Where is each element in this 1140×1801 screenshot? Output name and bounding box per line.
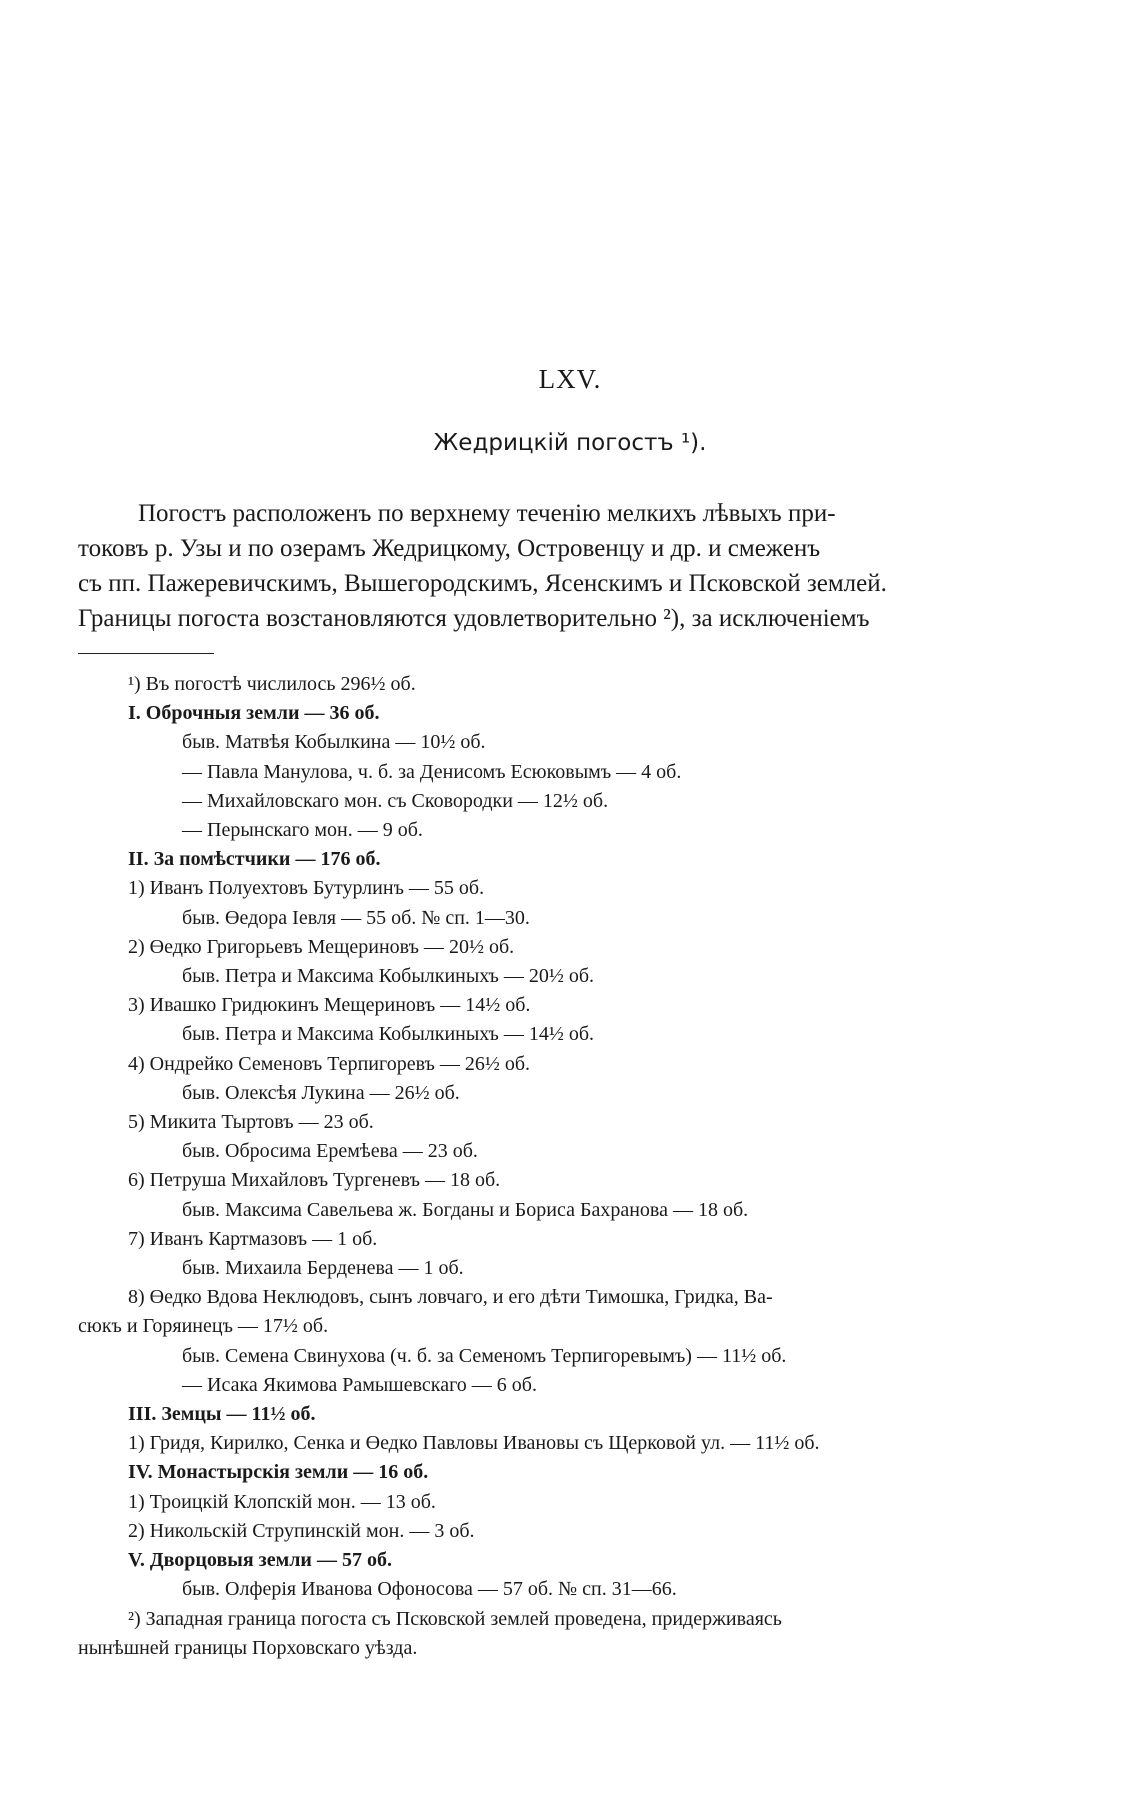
footnote-line: 4) Ондрейко Семеновъ Терпигоревъ — 26½ об. [128,1052,531,1075]
footnote-line: 8) Өедко Вдова Неклюдовъ, сынъ ловчаго, и его дѣти Тимошка, Гридка, Ва- [128,1286,773,1309]
footnote-line: быв. Максима Савельева ж. Богданы и Бориса Бахранова — 18 об. [182,1198,749,1221]
footnote-divider [78,653,214,654]
footnote-line: — Михайловскаго мон. съ Сковородки — 12½ об. [182,789,609,812]
footnote-line: быв. Семена Свинухова (ч. б. за Семеномъ Терпигоревымъ) — 11½ об. [182,1344,787,1367]
footnote-line: 5) Микита Тыртовъ — 23 об. [128,1111,374,1134]
footnote-line: 2) Өедко Григорьевъ Мещериновъ — 20½ об. [128,935,515,958]
footnote-line: быв. Петра и Максима Кобылкиныхъ — 14½ об. [182,1023,595,1046]
footnote-line: сюкъ и Горяинецъ — 17½ об. [78,1315,329,1338]
section-title: Жедрицкій погостъ ¹). [433,430,707,456]
footnote-line: нынѣшней границы Порховскаго уѣзда. [78,1636,418,1659]
footnote-line: быв. Михаила Берденева — 1 об. [182,1257,464,1280]
footnote-line: III. Земцы — 11½ об. [128,1403,316,1426]
footnote-line: I. Оброчныя земли — 36 об. [128,702,380,725]
footnote-line: IV. Монастырскія земли — 16 об. [128,1461,429,1484]
footnote-line: II. За помѣстчики — 176 об. [128,848,381,871]
footnote-line: ²) Западная граница погоста съ Псковской землей проведена, придерживаясь [128,1607,782,1630]
footnote-line: быв. Өедора Іевля — 55 об. № сп. 1—30. [182,906,530,929]
main-paragraph [78,496,1064,636]
footnote-line: 1) Гридя, Кирилко, Сенка и Өедко Павловы Ивановы съ Щерковой ул. — 11½ об. [128,1432,820,1455]
footnote-line: 6) Петруша Михайловъ Тургеневъ — 18 об. [128,1169,501,1192]
paragraph-line: Границы погоста возстановляются удовлетворительно ²), за исключеніемъ [78,605,870,632]
paragraph-line: съ пп. Пажеревичскимъ, Вышегородскимъ, Ясенскимъ и Псковской землей. [78,570,887,597]
footnote-line: — Перынскаго мон. — 9 об. [182,819,423,842]
footnote-line: 1) Троицкій Клопскій мон. — 13 об. [128,1490,436,1513]
footnote-line: 7) Иванъ Картмазовъ — 1 об. [128,1227,378,1250]
footnote-line: — Павла Манулова, ч. б. за Денисомъ Есюковымъ — 4 об. [182,760,682,783]
paragraph-line: Погостъ расположенъ по верхнему теченію мелкихъ лѣвыхъ при- [138,500,836,527]
footnote-line: быв. Олексѣя Лукина — 26½ об. [182,1081,460,1104]
footnotes-block [78,670,1064,1663]
footnote-line: 2) Никольскій Струпинскій мон. — 3 об. [128,1519,475,1542]
footnote-line: — Исака Якимова Рамышевскаго — 6 об. [182,1373,537,1396]
footnote-line: V. Дворцовыя земли — 57 об. [128,1549,392,1572]
footnote-line: 3) Ивашко Гридюкинъ Мещериновъ — 14½ об. [128,994,531,1017]
footnote-line: быв. Петра и Максима Кобылкиныхъ — 20½ об. [182,965,595,988]
section-number: LXV. [538,364,602,394]
footnote-line: быв. Олферія Иванова Офоносова — 57 об. № сп. 31—66. [182,1578,677,1601]
footnote-line: быв. Обросима Еремѣева — 23 об. [182,1140,478,1163]
footnote-line: быв. Матвѣя Кобылкина — 10½ об. [182,731,486,754]
footnote-line: 1) Иванъ Полуехтовъ Бутурлинъ — 55 об. [128,877,485,900]
footnote-line: ¹) Въ погостѣ числилось 296½ об. [128,673,416,695]
paragraph-line: токовъ р. Узы и по озерамъ Жедрицкому, Островенцу и др. и смеженъ [78,535,821,562]
